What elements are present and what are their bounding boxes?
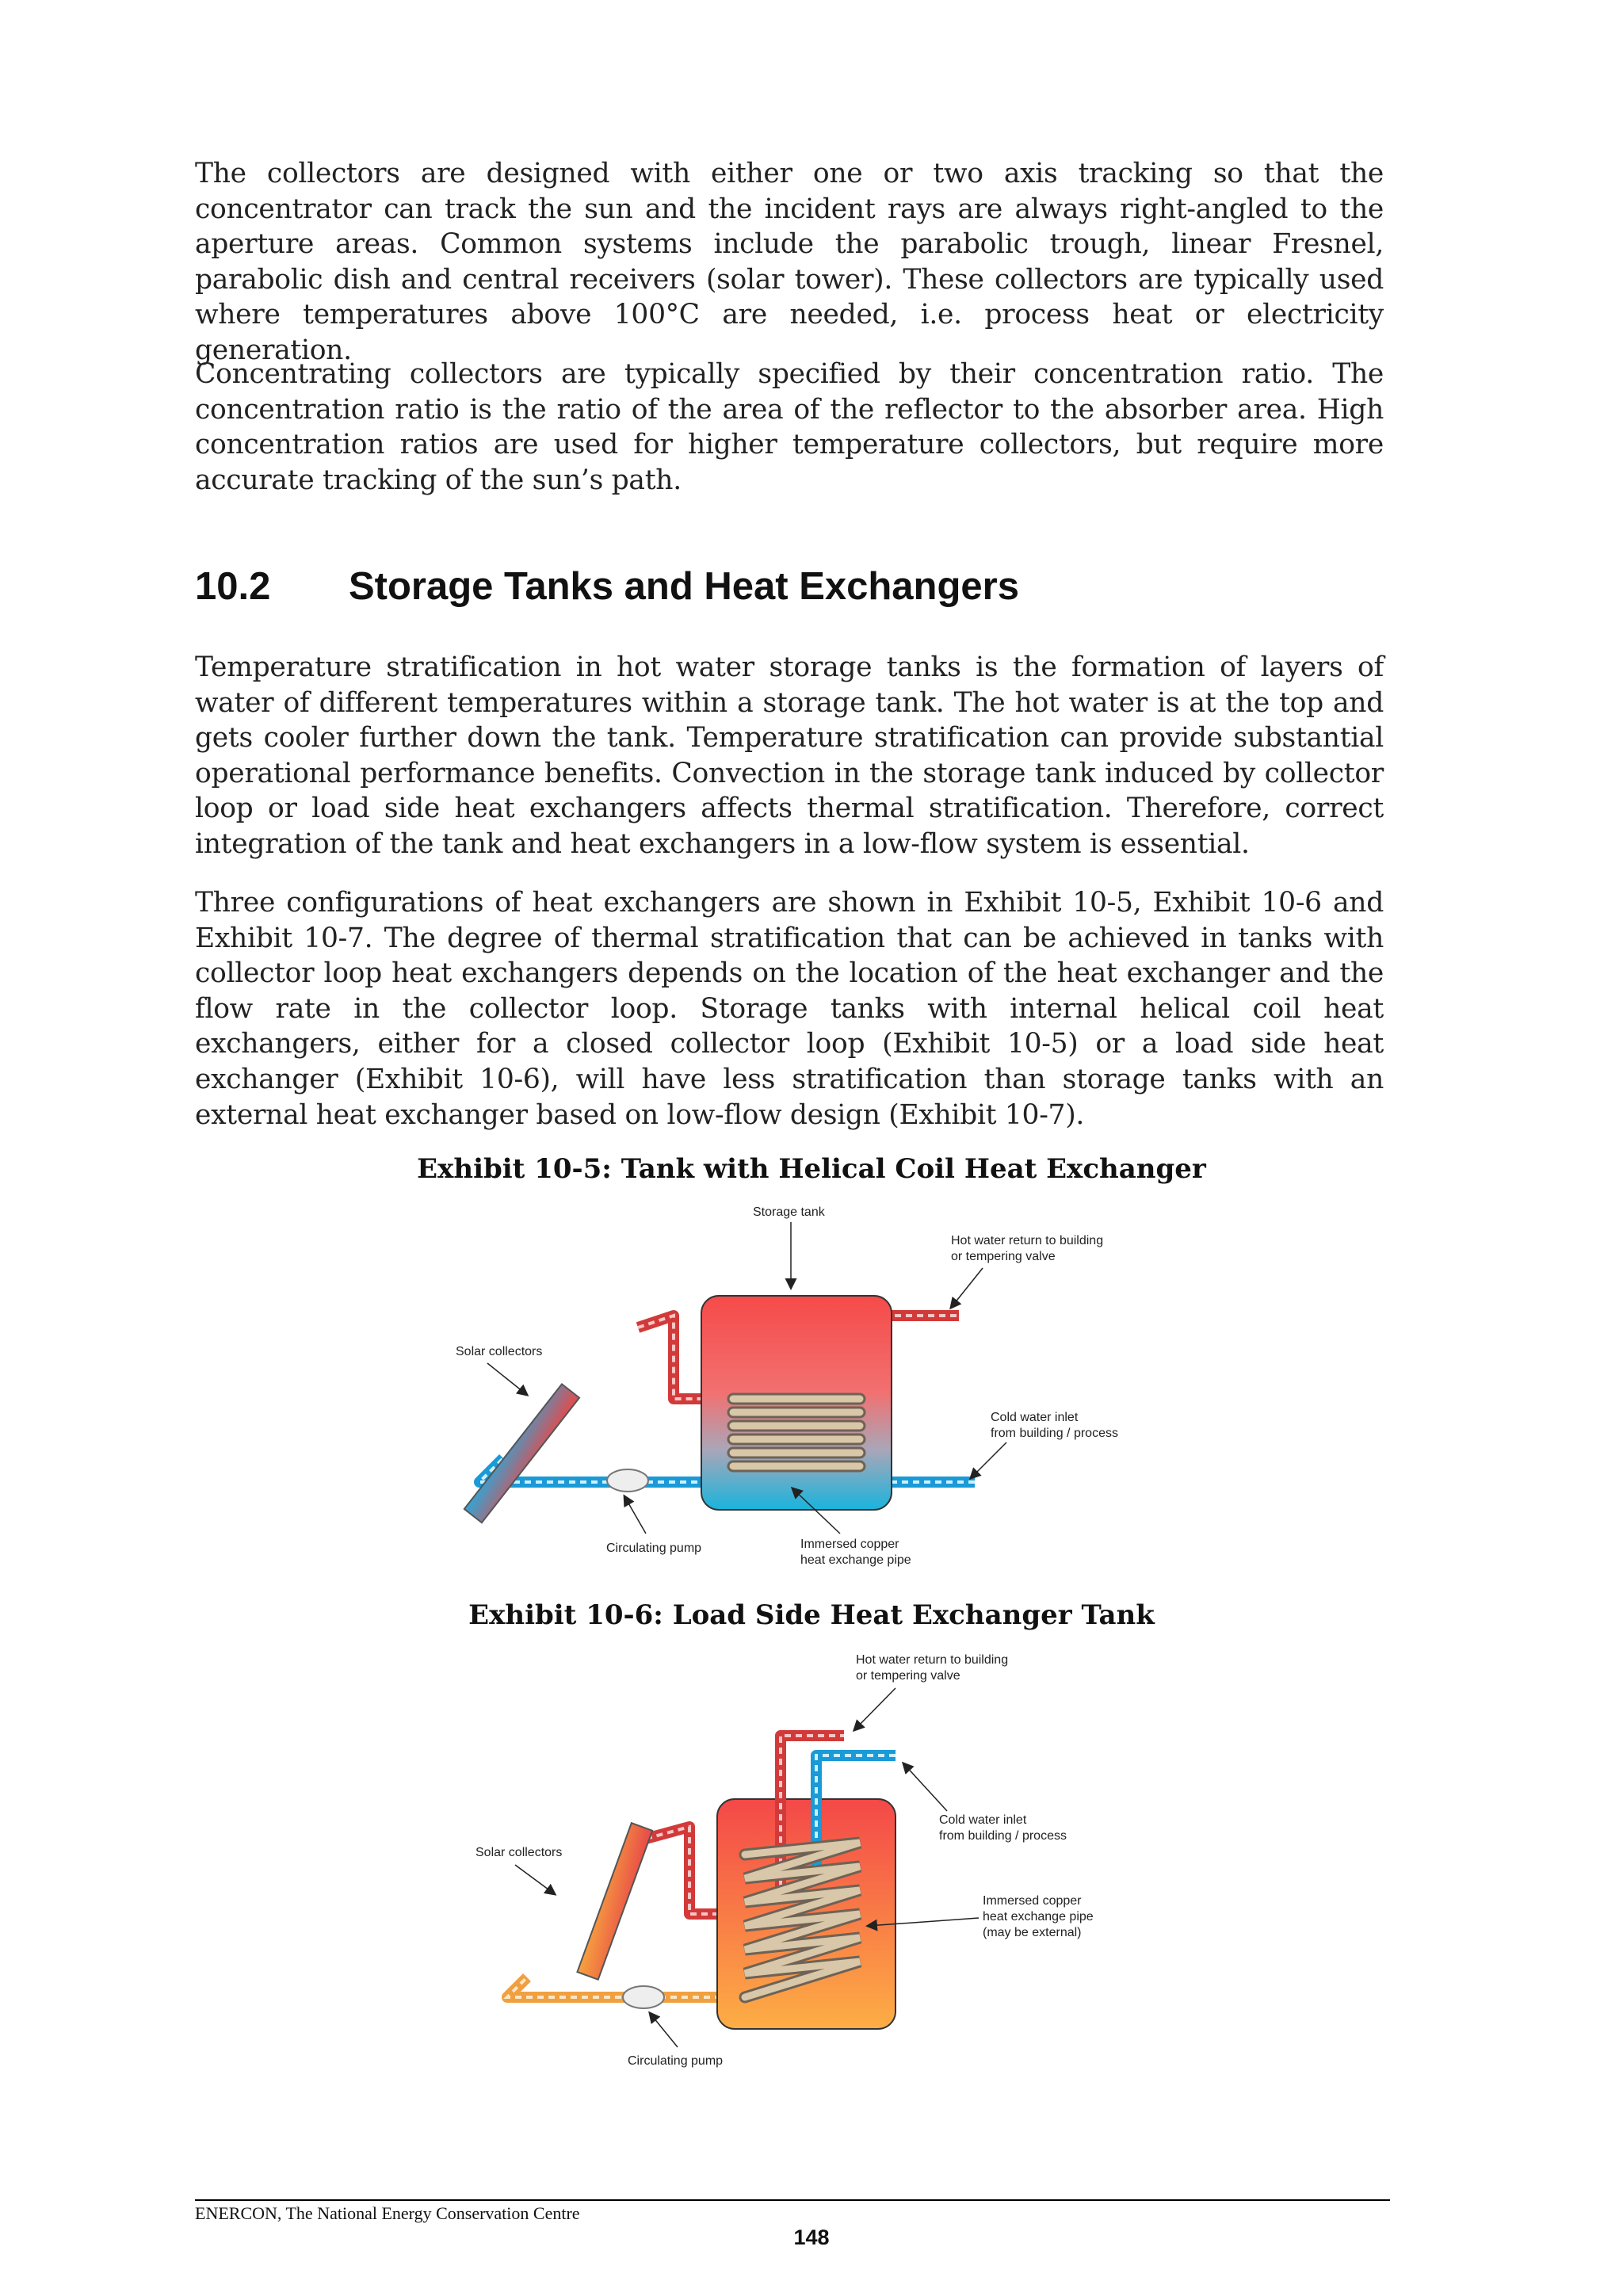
label-copper-2: heat exchange pipe [800, 1553, 911, 1567]
collector-return-pipe [507, 1977, 721, 1997]
label-cold-inlet-2: from building / process [939, 1829, 1067, 1843]
label-hot-return-2: or tempering valve [951, 1250, 1056, 1263]
page-number: 148 [793, 2225, 830, 2249]
section-number: 10.2 [195, 565, 271, 608]
exhibit-10-5-caption: Exhibit 10-5: Tank with Helical Coil Heat Exchanger [417, 1153, 1206, 1185]
paragraph-concentrator-tracking: The collectors are designed with either one or two axis tracking so that the concentrator can track the sun and the incident rays are always right-angled to the aperture areas. Common systems include the parabolic trough, linear Fresnel, parabolic dish and central receivers (solar tower). These collectors are typically used where temperatures above 100°C are needed, i.e. process heat or electricity generation. [195, 158, 1384, 366]
label-cold-inlet-1: Cold water inlet [991, 1411, 1079, 1424]
solar-collector-panel [577, 1823, 652, 1980]
exhibit-10-6-figure [468, 1645, 1149, 2073]
label-cold-inlet-1: Cold water inlet [939, 1813, 1027, 1827]
paragraph-configurations: Three configurations of heat exchangers are shown in Exhibit 10-5, Exhibit 10-6 and Exhibit 10-7. The degree of thermal stratification that can be achieved in tanks with collector loop heat exchangers depends on the location of the heat exchanger and the flow rate in the collector loop. Storage tanks with internal helical coil heat exchangers, either for a closed collector loop (Exhibit 10-5) or a load side heat exchanger (Exhibit 10-6), will have less stratification than storage tanks with an external heat exchanger based on low-flow design (Exhibit 10-7). [195, 887, 1384, 1131]
circulating-pump [623, 1986, 664, 2008]
label-copper-3: (may be external) [983, 1926, 1082, 1939]
label-copper-2: heat exchange pipe [983, 1910, 1094, 1924]
section-title: Storage Tanks and Heat Exchangers [349, 565, 1019, 608]
solar-collector-panel [464, 1384, 579, 1522]
label-hot-return-2: or tempering valve [856, 1669, 960, 1683]
label-cold-inlet-2: from building / process [991, 1427, 1118, 1440]
label-solar-collectors: Solar collectors [456, 1345, 543, 1358]
label-storage-tank: Storage tank [753, 1205, 825, 1219]
label-circulating-pump: Circulating pump [606, 1541, 702, 1555]
paragraph-concentration-ratio: Concentrating collectors are typically specified by their concentration ratio. The concentration ratio is the ratio of the area of the reflector to the absorber area. High concentration ratios are used for higher temperature collectors, but require more accurate tracking of the sun’s path. [195, 358, 1384, 496]
paragraph-stratification: Temperature stratification in hot water storage tanks is the formation of layers of water of different temperatures within a storage tank. The hot water is at the top and gets cooler further down the tank. Temperature stratification can provide substantial operational performance benefits. Convection in the storage tank induced by collector loop or load side heat exchangers affects thermal stratification. Therefore, correct integration of the tank and heat exchangers in a low-flow system is essential. [195, 651, 1384, 860]
label-circulating-pump: Circulating pump [628, 2054, 724, 2068]
label-hot-return-1: Hot water return to building [951, 1234, 1104, 1247]
label-copper-1: Immersed copper [983, 1894, 1082, 1908]
label-hot-return-1: Hot water return to building [856, 1653, 1009, 1667]
label-solar-collectors: Solar collectors [475, 1846, 563, 1859]
exhibit-10-5-figure [444, 1197, 1157, 1577]
section-heading [195, 564, 1019, 609]
footer-organization: ENERCON, The National Energy Conservation Centre [195, 2203, 580, 2223]
label-copper-1: Immersed copper [800, 1538, 899, 1551]
footer-rule [195, 2199, 1390, 2201]
exhibit-10-6-caption: Exhibit 10-6: Load Side Heat Exchanger Tank [468, 1599, 1155, 1631]
circulating-pump [607, 1469, 648, 1492]
hot-collector-pipe [646, 1827, 721, 1914]
